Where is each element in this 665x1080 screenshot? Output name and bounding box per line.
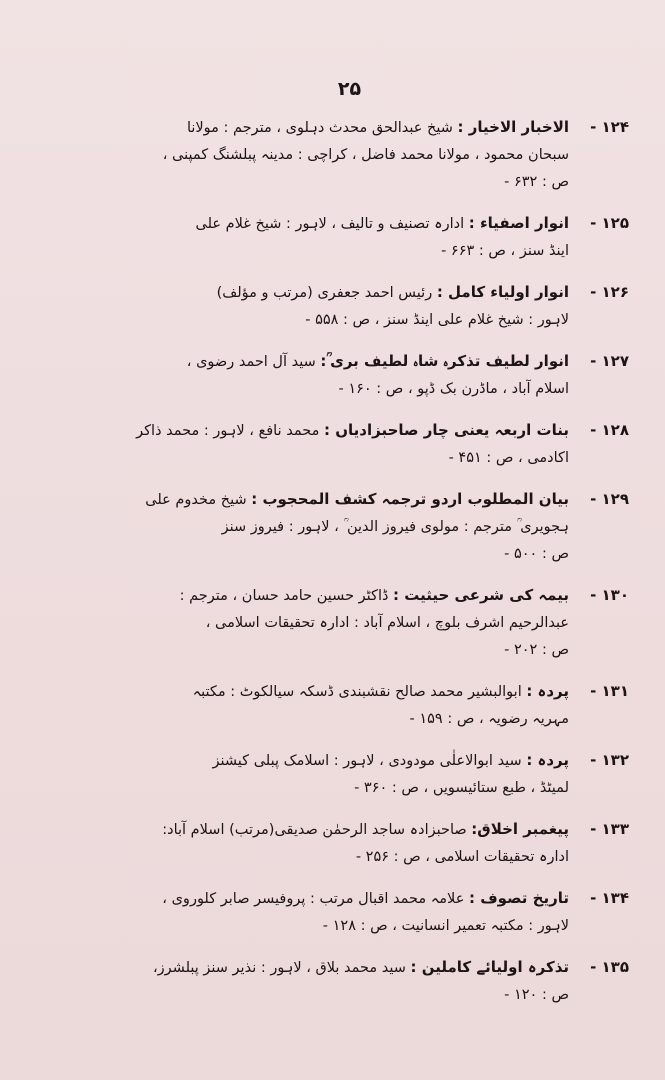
bibliography-entry [70,417,629,472]
entry-line: لاہور : شیخ غلام علی اینڈ سنز ، ص : ۵۵۸ - [305,312,569,328]
entry-line [70,417,569,445]
entry-line [70,816,569,844]
entry-text [70,417,569,472]
entry-number: ۱۲۶ - [590,283,629,301]
entry-text [70,210,569,265]
entry-line-text: علامہ محمد اقبال مرتب : پروفیسر صابر کلوروی ، [162,891,465,907]
entry-line: ص : ۶۳۲ - [504,174,569,190]
bibliography-entry [70,954,629,1009]
entry-line: ص : ۵۰۰ - [504,546,569,562]
entry-title: تاریخ تصوف : [468,889,569,907]
bibliography-list [70,114,629,1009]
entry-number: ۱۳۲ - [590,751,629,769]
entry-number: ۱۳۳ - [590,820,629,838]
bibliography-entry [70,678,629,733]
bibliography-entry [70,210,629,265]
entry-line: عبدالرحیم اشرف بلوچ ، اسلام آباد : ادارہ تحقیقات اسلامی ، [205,615,569,631]
entry-line [70,348,569,376]
entry-line [70,954,569,982]
entry-text [70,678,569,733]
entry-text [70,747,569,802]
entry-title: بیان المطلوب اردو ترجمہ کشف المحجوب : [251,490,569,508]
entry-line-text: سید محمد بلاق ، لاہور : نذیر سنز پبلشرز، [152,960,406,976]
entry-title: پردہ : [526,682,569,700]
entry-number: ۱۳۱ - [590,682,629,700]
entry-line [70,678,569,706]
entry-line [70,279,569,307]
entry-text [70,954,569,1009]
entry-line-text: ادارہ تصنیف و تالیف ، لاہور : شیخ غلام علی [195,216,465,232]
bibliography-entry [70,486,629,568]
entry-line: سبحان محمود ، مولانا محمد فاضل ، کراچی : مدینہ پبلشنگ کمپنی ، [162,147,569,163]
entry-title: انوار لطیف تذکرہ شاہ لطیف بری ؒ: [320,352,569,370]
entry-line: لاہور : مکتبہ تعمیر انسانیت ، ص : ۱۲۸ - [322,918,569,934]
page-number: ۲۵ [337,78,362,100]
entry-line: ص : ۱۲۰ - [504,987,569,1003]
entry-line [70,486,569,514]
bibliography-entry [70,114,629,196]
entry-line: ص : ۲۰۲ - [504,642,569,658]
entry-line [70,210,569,238]
bibliography-entry [70,348,629,403]
entry-number: ۱۲۷ - [590,352,629,370]
entry-line [70,582,569,610]
entry-line: ہجویری ؒ مترجم : مولوی فیروز الدین ؒ ، لاہور : فیروز سنز [221,519,569,535]
entry-number: ۱۳۰ - [590,586,629,604]
entry-title: الاخبار الاخیار : [457,118,569,136]
entry-number: ۱۲۵ - [590,214,629,232]
entry-line: اکادمی ، ص : ۴۵۱ - [448,450,569,466]
entry-title: بیمہ کی شرعی حیثیت : [393,586,569,604]
entry-number: ۱۳۵ - [590,958,629,976]
entry-text [70,816,569,871]
entry-line: مہریہ رضویہ ، ص : ۱۵۹ - [409,711,569,727]
entry-number: ۱۳۴ - [590,889,629,907]
entry-title: تذکرہ اولیائے کاملین : [410,958,569,976]
bibliography-entry [70,885,629,940]
entry-text [70,582,569,664]
entry-line [70,114,569,142]
entry-line: لمیٹڈ ، طبع ستائیسویں ، ص : ۳۶۰ - [354,780,569,796]
entry-line: ادارہ تحقیقات اسلامی ، ص : ۲۵۶ - [355,849,569,865]
entry-line-text: سید ابوالاعلٰی مودودی ، لاہور : اسلامک پبلی کیشنز [212,753,522,769]
entry-number: ۱۲۴ - [590,118,629,136]
entry-line-text: سید آل احمد رضوی ، [186,354,316,370]
entry-number: ۱۲۸ - [590,421,629,439]
entry-title: پردہ : [526,751,569,769]
entry-line-text: شیخ مخدوم علی [145,492,247,508]
bibliography-entry [70,816,629,871]
entry-line-text: ڈاکٹر حسین حامد حسان ، مترجم : [179,588,389,604]
entry-title: بنات اربعہ یعنی چار صاحبزادیاں : [323,421,569,439]
entry-line-text: رئیس احمد جعفری (مرتب و مؤلف) [216,285,433,301]
entry-line [70,885,569,913]
entry-line-text: شیخ عبدالحق محدث دہلوی ، مترجم : مولانا [186,120,453,136]
entry-line-text: صاحبزادہ ساجد الرحمٰن صدیقی(مرتب) اسلام آباد: [162,822,467,838]
entry-line [70,747,569,775]
entry-line: اسلام آباد ، ماڈرن بک ڈپو ، ص : ۱۶۰ - [338,381,569,397]
bibliography-entry [70,582,629,664]
entry-title: انوار اصفیاء : [468,214,569,232]
entry-text [70,114,569,196]
entry-title: پیغمبر اخلاق: [471,820,569,838]
bibliography-entry [70,279,629,334]
entry-text [70,348,569,403]
entry-text [70,486,569,568]
entry-title: انوار اولیاء کامل : [436,283,569,301]
entry-line: اینڈ سنز ، ص : ۶۶۳ - [441,243,569,259]
entry-text [70,885,569,940]
entry-text [70,279,569,334]
entry-line-text: ابوالبشیر محمد صالح نقشبندی ڈسکہ سیالکوٹ : مکتبہ [192,684,522,700]
entry-number: ۱۲۹ - [590,490,629,508]
entry-line-text: محمد نافع ، لاہور : محمد ذاکر [136,423,320,439]
bibliography-entry [70,747,629,802]
